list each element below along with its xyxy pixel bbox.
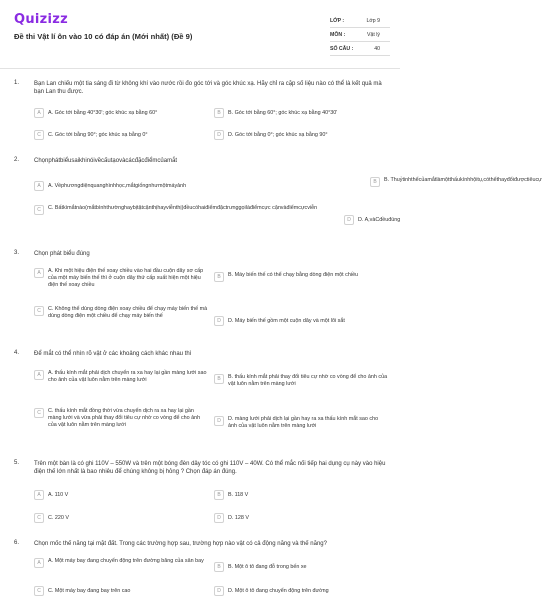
option-letter: D xyxy=(214,586,224,596)
option-text: C. Một máy bay đang bay trên cao xyxy=(48,587,131,594)
option-a[interactable] xyxy=(34,268,210,290)
meta-question-count: SỐ CÂU : 40 xyxy=(330,42,390,56)
option-b[interactable] xyxy=(214,272,390,282)
option-letter: A xyxy=(34,181,44,191)
option-letter: C xyxy=(34,513,44,523)
worksheet-meta xyxy=(330,14,390,56)
meta-grade: LỚP : Lớp 9 xyxy=(330,14,390,28)
option-text: D. màng lưới phải dịch lại gần hay ra xa thấu kính mắt sao cho ảnh của vật luôn nằm trên màng lưới xyxy=(228,416,379,430)
option-text: C. Không thể dùng dòng điện xoay chiều để chạy máy biến thế mà dùng dòng điện một chiều để chạy máy biến thế xyxy=(48,306,208,320)
option-letter: D xyxy=(344,215,354,225)
option-letter: C xyxy=(34,130,44,140)
option-text: A. 110 V xyxy=(48,491,69,498)
question-number: 4. xyxy=(14,350,20,356)
option-letter: A xyxy=(34,558,44,568)
question-text: Chọn phát biểu đúng xyxy=(34,251,90,257)
meta-subject: MÔN : Vật lý xyxy=(330,28,390,42)
option-text: D. A,vàCđềuđúng xyxy=(358,216,401,223)
option-b[interactable] xyxy=(214,490,390,500)
option-text: A. Vềphươngdiệnquanghìnhhọc,mắtgiốngnhưmộtmáyảnh xyxy=(48,182,187,189)
option-c[interactable] xyxy=(34,513,210,523)
option-d[interactable] xyxy=(214,513,390,523)
option-letter: A xyxy=(34,490,44,500)
option-text: C. Góc tới bằng 90°; góc khúc xạ bằng 0° xyxy=(48,131,148,138)
quizizz-logo: Quizizz xyxy=(14,12,69,27)
question-4 xyxy=(14,350,390,450)
option-text: A. Khi một hiệu điện thế xoay chiều vào hai đầu cuộn dây sơ cấp của một máy biến thế thì ở cuộn dây thứ cấp xuất hiện một hiệu điện thế xoay chiều xyxy=(48,268,204,289)
question-number: 3. xyxy=(14,250,20,256)
option-text: B. Góc tới bằng 60°; góc khúc xạ bằng 40°30' xyxy=(228,109,338,116)
option-text: B. Thuỷtinhthểcủamắtlàmộtthấukínhhộitụ,cóthểthayđổiđượctiêucự xyxy=(384,177,542,183)
option-letter: A xyxy=(34,370,44,380)
option-letter: C xyxy=(34,306,44,316)
option-text: A. Góc tới bằng 40°30'; góc khúc xạ bằng 60° xyxy=(48,109,158,116)
question-number: 6. xyxy=(14,540,20,546)
option-text: B. thấu kính mắt phải thay đổi tiêu cự nhờ co vòng để cho ảnh của vật luôn nằm trên màng lưới xyxy=(228,374,388,388)
option-c[interactable] xyxy=(34,130,210,140)
option-c[interactable] xyxy=(34,586,210,596)
option-letter: A xyxy=(34,268,44,278)
option-d[interactable] xyxy=(214,316,390,326)
option-b[interactable] xyxy=(370,177,542,187)
option-c[interactable] xyxy=(34,408,210,430)
option-letter: B xyxy=(214,108,224,118)
question-6 xyxy=(14,540,390,600)
option-text: D. 128 V xyxy=(228,514,249,521)
option-letter: C xyxy=(34,586,44,596)
option-letter: D xyxy=(214,513,224,523)
option-d[interactable] xyxy=(214,416,390,430)
option-a[interactable] xyxy=(34,108,210,118)
question-number: 5. xyxy=(14,460,20,466)
question-1 xyxy=(14,80,390,150)
worksheet-header xyxy=(0,0,400,62)
question-3 xyxy=(14,250,390,345)
option-a[interactable] xyxy=(34,370,210,384)
option-text: B. Một ô tô đang đỗ trong bến xe xyxy=(228,563,307,570)
option-d[interactable] xyxy=(214,130,390,140)
header-divider xyxy=(0,68,400,69)
question-text: Chọn mốc thế năng tại mặt đất. Trong các trường hợp sau, trường hợp nào vật có cả động năng và thế năng? xyxy=(34,541,327,547)
option-letter: D xyxy=(214,416,224,426)
option-text: A. thấu kính mắt phải dịch chuyển ra xa hay lại gần màng lưới sao cho ảnh của vật luôn nằm trên màng lưới xyxy=(48,370,207,384)
option-letter: D xyxy=(214,130,224,140)
option-letter: B xyxy=(214,490,224,500)
option-b[interactable] xyxy=(214,562,390,572)
option-letter: B xyxy=(370,177,380,187)
option-letter: C xyxy=(34,205,44,215)
option-c[interactable] xyxy=(34,306,210,320)
option-letter: B xyxy=(214,374,224,384)
question-number: 1. xyxy=(14,80,20,86)
option-a[interactable] xyxy=(34,490,210,500)
option-text: B. Máy biến thế có thể chạy bằng dòng điện một chiều xyxy=(228,272,359,278)
option-text: D. Góc tới bằng 0°; góc khúc xạ bằng 90° xyxy=(228,131,328,138)
worksheet-title: Đề thi Vật lí ôn vào 10 có đáp án (Mới nhất) (Đề 9) xyxy=(14,32,193,41)
option-d[interactable] xyxy=(214,586,390,596)
option-a[interactable] xyxy=(34,558,210,568)
option-b[interactable] xyxy=(214,108,390,118)
option-text: C. thấu kính mắt đồng thời vừa chuyển dịch ra xa hay lại gần màng lưới và vừa phải thay đổi tiêu cự nhờ co vòng để cho ảnh của vật luôn nằm trên màng lưới xyxy=(48,408,201,429)
option-letter: B xyxy=(214,562,224,572)
option-text: B. 118 V xyxy=(228,491,249,498)
question-text: Bạn Lan chiếu một tia sáng đi từ không khí vào nước rồi đo góc tới và góc khúc xạ. Hãy chỉ ra cặp số liệu nào có thể là kết quả mà bạn Lan thu được. xyxy=(34,81,382,95)
option-d[interactable] xyxy=(344,215,401,225)
option-a[interactable] xyxy=(34,181,334,191)
question-text: Chọnphátbiểusaikhinóivềcấutạovàcácđặcđiểmcủamắt xyxy=(34,158,178,164)
question-2 xyxy=(14,157,542,237)
option-text: C. Bấtkìmắtnào(mắtbìnhthườnghaybịtậtcậnthịhayviễnthị)đềucóhaiđiểmđặctrưnggọilàđiểmcực cậnvàđiểmcựcviễn xyxy=(48,205,318,211)
question-5 xyxy=(14,460,390,530)
option-letter: D xyxy=(214,316,224,326)
question-text: Trên một bàn là có ghi 110V – 550W và trên một bóng đèn dây tóc có ghi 110V – 40W. Có thể mắc nối tiếp hai dụng cụ này vào hiệu điện thế lớn nhất là bao nhiêu để chúng không bị hỏng ? Chọn đáp án đúng. xyxy=(34,461,386,475)
option-text: A. Một máy bay đang chuyển động trên đường băng của sân bay xyxy=(48,558,204,564)
option-letter: B xyxy=(214,272,224,282)
question-text: Để mắt có thể nhìn rõ vật ở các khoảng cách khác nhau thì xyxy=(34,351,192,357)
option-b[interactable] xyxy=(214,374,390,388)
option-letter: C xyxy=(34,408,44,418)
question-number: 2. xyxy=(14,157,20,163)
option-c[interactable] xyxy=(34,205,334,215)
option-letter: A xyxy=(34,108,44,118)
option-text: C. 220 V xyxy=(48,514,69,521)
option-text: D. Máy biến thế gồm một cuộn dây và một lõi sắt xyxy=(228,317,345,324)
option-text: D. Một ô tô đang chuyển động trên đường xyxy=(228,587,329,594)
